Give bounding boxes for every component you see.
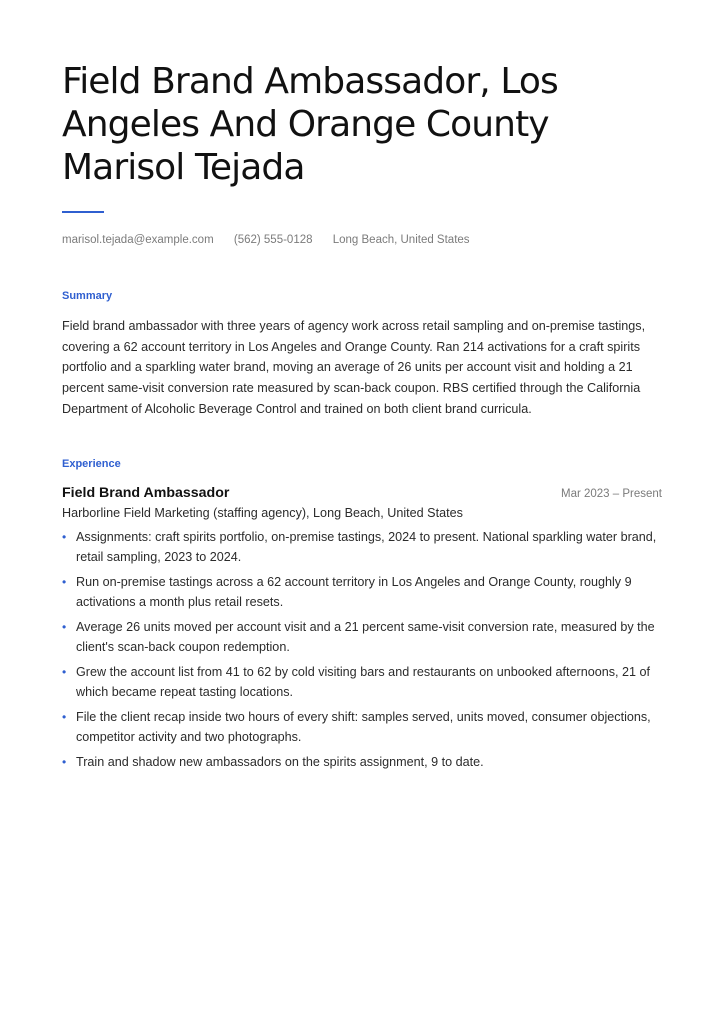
- list-item: [62, 527, 662, 567]
- title-line-1: Field Brand Ambassador, Los: [62, 61, 558, 102]
- contact-info: [62, 234, 662, 246]
- summary-text: Field brand ambassador with three years of agency work across retail sampling and on-premise tastings, covering a 62 account territory in Los Angeles and Orange County. Ran 214 activations for a craft spirits portfolio and a sparkling water brand, moving an average of 26 units per account visit and holding a 21 percent same-visit conversion rate measured by scan-back coupon. RBS certified through the California Department of Alcoholic Beverage Control and trained on both client brand curricula.: [62, 319, 646, 416]
- list-item: [62, 752, 662, 772]
- bullet-text: Average 26 units moved per account visit and a 21 percent same-visit conversion rate, measured by the client's scan-back coupon redemption.: [76, 619, 655, 654]
- job-dates: Mar 2023 – Present: [560, 487, 662, 500]
- job-title: Field Brand Ambassador: [62, 484, 230, 501]
- title-line-2: Angeles And Orange County: [62, 104, 549, 145]
- accent-divider: [62, 211, 104, 213]
- contact-location: Long Beach, United States: [332, 234, 470, 246]
- bullet-text: Grew the account list from 41 to 62 by cold visiting bars and restaurants on unbooked afternoons, 21 of which became repeat tasting locations.: [76, 664, 651, 699]
- bullet-text: Assignments: craft spirits portfolio, on-premise tastings, 2024 to present. National sparkling water brand, retail sampling, 2023 to 2024.: [76, 529, 657, 564]
- job-bullets: [62, 527, 662, 772]
- job-company: Harborline Field Marketing (staffing agency), Long Beach, United States: [62, 505, 463, 520]
- contact-email: marisol.tejada@example.com: [62, 234, 214, 246]
- list-item: [62, 572, 662, 612]
- bullet-text: File the client recap inside two hours of every shift: samples served, units moved, consumer objections, competitor activity and two photographs.: [76, 709, 651, 744]
- bullet-icon: •: [62, 754, 67, 769]
- bullet-icon: •: [62, 619, 67, 634]
- list-item: [62, 662, 662, 702]
- list-item: [62, 617, 662, 657]
- list-item: [62, 707, 662, 747]
- job-header: [62, 485, 662, 501]
- contact-phone: (562) 555-0128: [233, 234, 313, 246]
- summary-heading: Summary: [62, 290, 113, 302]
- bullet-icon: •: [62, 574, 67, 589]
- bullet-icon: •: [62, 529, 67, 544]
- title-line-3: Marisol Tejada: [62, 147, 305, 188]
- job-entry: [62, 485, 662, 772]
- bullet-text: Run on-premise tastings across a 62 account territory in Los Angeles and Orange County, roughly 9 activations a month plus retail resets.: [76, 574, 632, 609]
- resume-title: [62, 60, 662, 189]
- bullet-icon: •: [62, 664, 67, 679]
- bullet-icon: •: [62, 709, 67, 724]
- bullet-text: Train and shadow new ambassadors on the spirits assignment, 9 to date.: [76, 754, 484, 769]
- experience-heading: Experience: [62, 457, 121, 470]
